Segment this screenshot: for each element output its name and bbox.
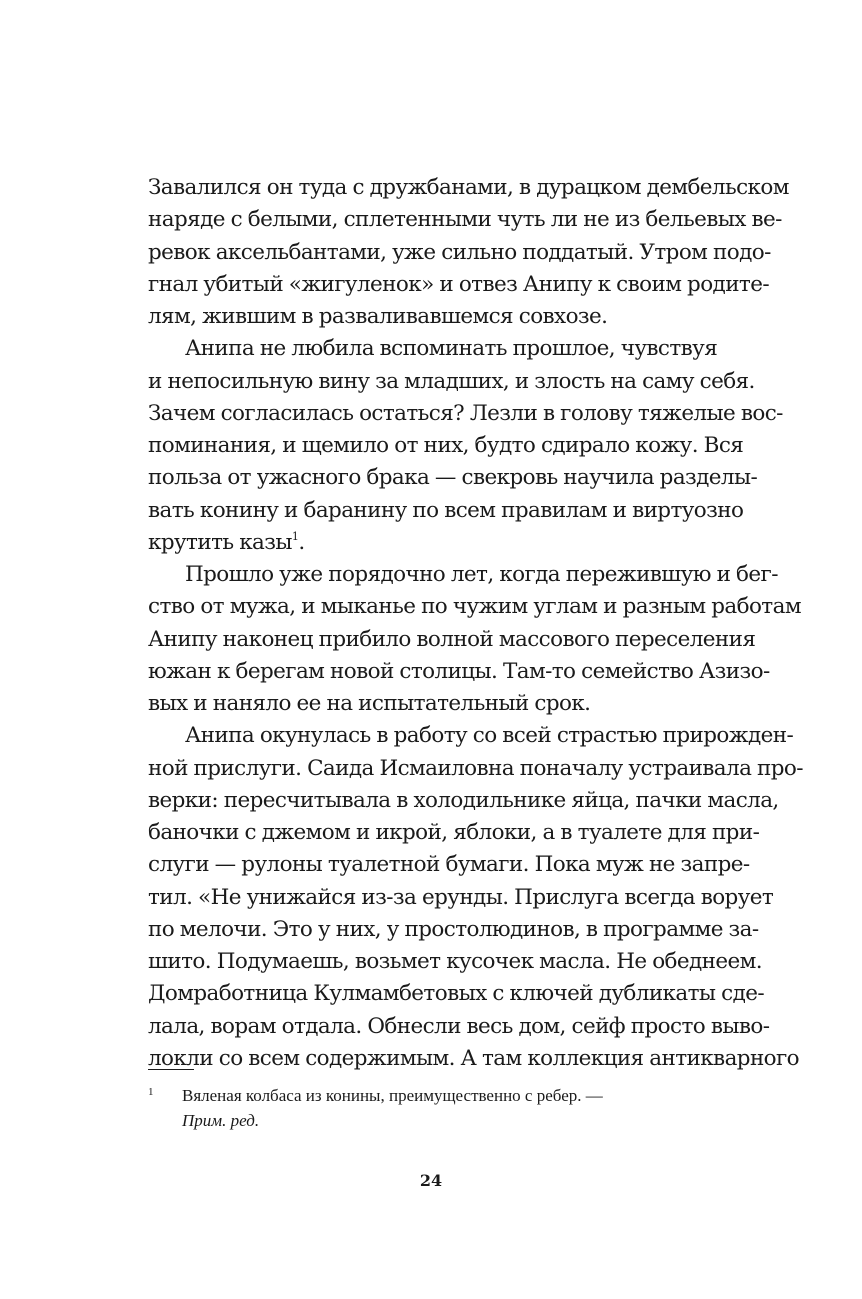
text-line: лям, жившим в разваливавшемся совхозе. — [148, 304, 608, 329]
text-line: верки: пересчитывала в холодильнике яйца, пачки масла, — [148, 787, 779, 813]
text-line: южан к берегам новой столицы. Там-то семейство Азизо- — [148, 658, 770, 684]
text-line: локли со всем содержимым. А там коллекция антикварного — [148, 1045, 800, 1071]
text-line: наряде с белыми, сплетенными чуть ли не из бельевых ве- — [148, 207, 782, 233]
text-line: поминания, и щемило от них, будто сдирало кожу. Вся — [148, 433, 744, 458]
text-line: вых и наняло ее на испытательный срок. — [148, 691, 591, 716]
text-line: ство от мужа, и мыканье по чужим углам и разным работам — [148, 594, 801, 620]
text-line: Зачем согласилась остаться? Лезли в голову тяжелые вос- — [148, 400, 783, 426]
text-line: Завалился он туда с дружбанами, в дурацком дембельском — [148, 175, 789, 200]
footnote-editor-note: Прим. ред. — [182, 1111, 260, 1130]
text-line — [148, 527, 714, 559]
text-line: гнал убитый «жигуленок» и отвез Анипу к своим родите- — [148, 271, 770, 297]
text-line-content: крутить казы — [148, 529, 292, 555]
text-line: Анипа окунулась в работу со всей страстью прирожден- — [185, 723, 794, 749]
page-number: 24 — [419, 1171, 443, 1190]
footnote-reference[interactable]: 1 — [291, 529, 299, 543]
text-line: тил. «Не унижайся из-за ерунды. Прислуга всегда ворует — [148, 884, 774, 910]
text-line: слуги — рулоны туалетной бумаги. Пока муж не запре- — [148, 852, 750, 878]
footnote-line: Вяленая колбаса из конины, преимущественно с ребер. — — [182, 1086, 603, 1105]
text-line: лала, ворам отдала. Обнесли весь дом, сейф просто выво- — [148, 1013, 770, 1039]
footnote-mark: 1 — [148, 1086, 154, 1098]
text-line: шито. Подумаешь, возьмет кусочек масла. Не обеднеем. — [148, 949, 762, 974]
text-line: ной прислуги. Саида Исмаиловна поначалу устраивала про- — [148, 755, 803, 781]
text-line: Прошло уже порядочно лет, когда пережившую и бег- — [185, 562, 778, 587]
sentence-end: . — [298, 529, 305, 555]
text-line: Анипа не любила вспоминать прошлое, чувствуя — [185, 336, 718, 362]
text-line: по мелочи. Это у них, у простолюдинов, в программе за- — [148, 916, 759, 942]
text-line: баночки с джемом и икрой, яблоки, а в туалете для при- — [148, 820, 760, 845]
text-line: и непосильную вину за младших, и злость на саму себя. — [148, 368, 755, 394]
footnote-text — [182, 1083, 603, 1133]
text-line: вать конину и баранину по всем правилам и виртуозно — [148, 497, 744, 523]
text-line: Анипу наконец прибило волной массового переселения — [148, 626, 756, 652]
text-line: польза от ужасного брака — свекровь научила разделы- — [148, 465, 758, 491]
footnote-separator — [148, 1069, 194, 1070]
text-line: ревок аксельбантами, уже сильно поддатый. Утром подо- — [148, 239, 771, 265]
body-text — [148, 172, 803, 1075]
text-line: Домработница Кулмамбетовых с ключей дубликаты сде- — [148, 981, 765, 1007]
